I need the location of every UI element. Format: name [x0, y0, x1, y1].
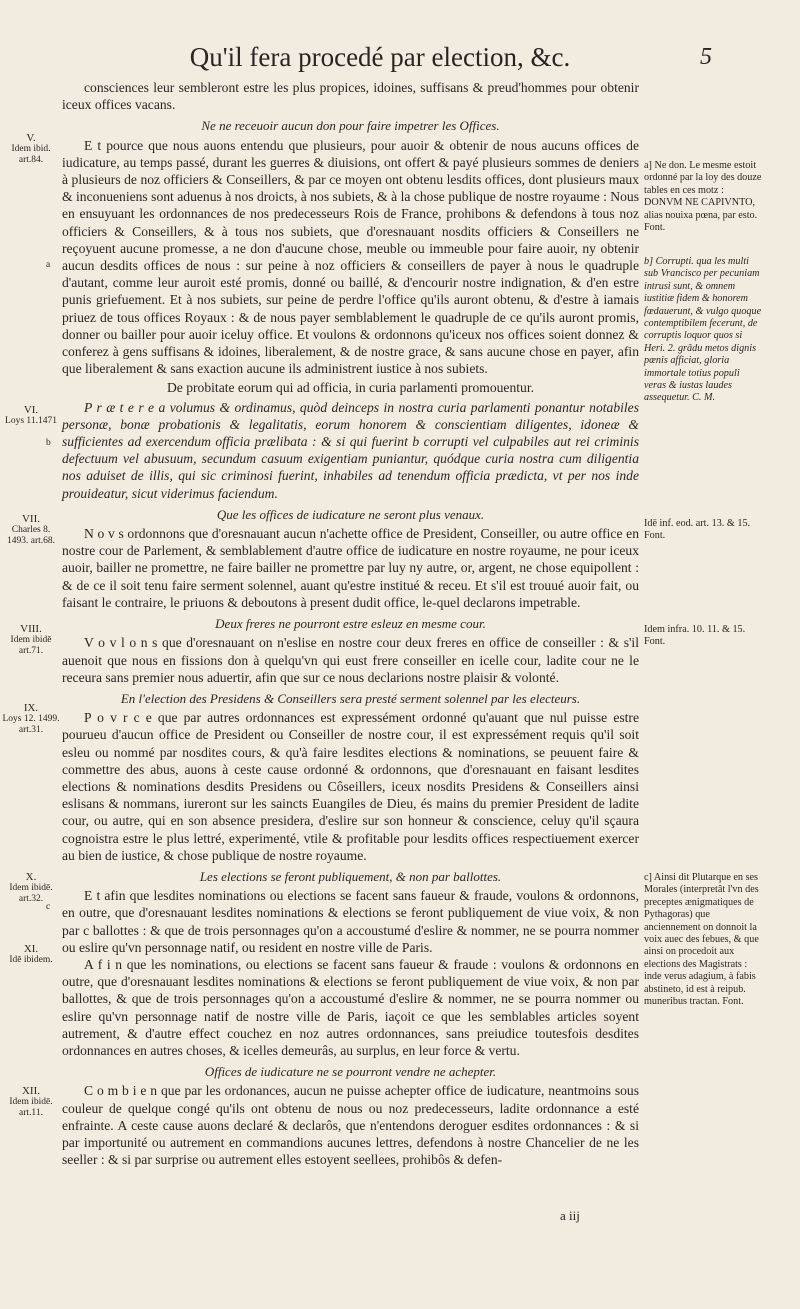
article-number: XII.	[21, 1085, 41, 1097]
article-paragraph: E t pource que nous auons entendu que plusieurs, pour auoir & obtenir de nous aucuns offices de iudicature, au temps passé, durant les guerres & diuisions, ont offert & payé plusieurs sommes de deniers à plusieurs de noz officiers & Conseillers, & par ce moyen ont obtenu lesdits offices, dont plusieurs maux & inconueniens sont aduenus à nos droicts, à nos subiets, & à la chose publique de nostre royaume : Nous en ensuyuant les ordonnances de nos predecesseurs Rois de France, prohibons & defendons à tous noz officiers & Conseillers, & à tous nos subiets, que d'oresnauant nosdits officiers & Conseillers ne reçoyuent aucune promesse, a ne don d'aucune chose, meuble ou immeuble pour faire auoir, ny obtenir aucun desdits offices de nous : sur peine à noz officiers & conseillers de payer à nous le quadruple d'autant, comme leur auroit esté promis, donné ou baillé, & d'encourir nostre indignation, & d'en estre punis griefuement. Et à nos subiets, sur peine de perdre l'office qu'ils auront obtenu, & d'estre à iamais priuez de tous offices Royaux : & de nous payer semblablement le quadruple de ce qu'ils auront promis, donner ou bailler pour auoir iceluy office. Et voulons & ordonnons qu'iceux nos offices soient donnez & conferez à gens suffisans & idoines, liberalement, & de nostre grace, & sans aucune chose en payer, afin que liberalement & sans exaction aucune ils administrent iustice à nos subiets.	[62, 137, 639, 377]
article-reference: Loys 12. 1499. art.31.	[2, 714, 60, 735]
footnote-text: b] Corrupti. qua les multi sub Vrancisco per pecuniam intrusi sunt, & omnem iustitiæ fidem & honorem fœdauerunt, & vulgo quoque contemptibilem fecerunt, de corruptis loquor quos si Heri. 2. grâdu metos dignis pœnis afficiat, gloria immortale totius populi veras & iustas laudes assequetur. C. M.	[644, 256, 762, 404]
footnote-text: a] Ne don. Le mesme estoit ordonné par la loy des douze tables en ces motz : DONVM NE CAPIVNTO, alias nouixa pœna, par esto. Font.	[644, 160, 762, 234]
signature-mark: a iij	[560, 1208, 580, 1223]
margin-note-vi	[2, 405, 60, 427]
main-text-column	[62, 79, 639, 1168]
section-heading: Offices de iudicature ne se pourront vendre ne achepter.	[204, 1064, 497, 1080]
section-heading: Deux freres ne pourront estre esleuz en mesme cour.	[215, 616, 486, 632]
intro-paragraph: consciences leur sembleront estre les plus propices, idoines, suffisans & preud'hommes pour obtenir iceux offices vacans.	[62, 80, 639, 113]
footnote-text: c] Ainsi dit Plutarque en ses Morales (interpretât l'vn des preceptes ænigmatiques de Pythagoras) que anciennement on donnoit la voix auec des febues, & que ainsi on procedoit aux elections des Magistrats : inde verus adagium, à fabis abstineto, id est à reipub. muneribus tractan. Font.	[644, 872, 759, 1008]
margin-footnote-a	[644, 160, 762, 234]
margin-footnote-c	[644, 872, 762, 1008]
latin-heading: De probitate eorum qui ad officia, in curia parlamenti promouentur.	[166, 380, 535, 396]
article-reference: Loys 11.1471	[5, 416, 57, 426]
article-reference: Idem ibidē. art.32.	[9, 883, 53, 904]
margin-footnote-b	[644, 256, 762, 405]
article-reference: Idē ibidem.	[9, 955, 53, 965]
margin-note-v	[2, 133, 60, 166]
crossref-text: Idē inf. eod. art. 13. & 15. Font.	[644, 518, 751, 542]
margin-note-x	[2, 872, 60, 905]
article-number: VI.	[23, 404, 39, 416]
crossref-text: Idem infra. 10. 11. & 15. Font.	[644, 624, 746, 648]
article-number: X.	[25, 871, 37, 883]
article-reference: Idem ibidē art.71.	[10, 635, 52, 656]
article-paragraph: V o v l o n s que d'oresnauant on n'eslise en nostre cour deux freres en office de conseiller : & s'il auenoit que nous en fissions don à quelqu'vn qui eust frere conseiller en icelle cour, ladite cour ne le receura sans premier nous aduertir, afin que sur ce nous declarions nostre plaisir & volonté.	[62, 635, 639, 685]
article-number: VIII.	[20, 623, 42, 635]
margin-note-vii	[2, 514, 60, 547]
margin-crossref	[644, 624, 762, 649]
article-number: IX.	[23, 702, 39, 714]
footnote-letter: a	[46, 260, 51, 270]
article-paragraph: E t afin que lesdites nominations ou elections se facent sans faueur & fraude, voulons & ordonnons, en outre, que d'oresnauant lesdites nominations & elections se feront publiquement de viue voix, & non par c ballottes : & que de trois personnages qu'on a accoustumé d'eslire & nommer, ne se pourra nommer ou eslire qu'vn personnage natif, ou resident en nostre ville de Paris.	[62, 888, 639, 955]
article-paragraph: P o v r c e que par autres ordonnances est expressément ordonné qu'auant que nul puisse estre pourueu d'aucun office de President ou Conseiller de nostre cour, il est expressément requis qu'il soit esleu ou nommé par nosdites cours, & qu'à faire lesdites elections & nominations, se peuuent faire & commettre des abus, auons à ceste cause ordonné & ordonnons, que d'oresnauant en faisant lesdites elections & nominations desdits Presidens ou Côseillers, iceux nosdits Presidens & Conseillers ainsi eslisans & nommans, iureront sur les saincts Euangiles de Dieu, és mains du premier President de ladite cour, ou autre, qui en son absence presidera, d'eslire sur son honneur & conscience, celuy qu'il sçaura cognoistra estre le plus lettré, experimenté, vtile & profitable pour lesdits offices respectiuement exercer au bien de iustice, & chose publique de nostre royaume.	[62, 710, 639, 863]
section-heading: Que les offices de iudicature ne seront plus venaux.	[216, 506, 485, 522]
section-heading: Les elections se feront publiquement, & non par ballottes.	[199, 868, 502, 884]
margin-note-viii	[2, 624, 60, 657]
margin-note-xii	[2, 1086, 60, 1119]
article-paragraph: A f i n que les nominations, ou elections se facent sans faueur & fraude : voulons & ordonnons en outre, que d'oresnauant lesdites nominations & elections se feront publiquement de viue voix, & non par ballottes, & que de trois personnages qu'on a accoustumé d'eslire & nommer, ne se pourra nommer ou eslire qu'vn personnage natif de nostre ville de Paris, iaçoit ce que les semblables articles soyent autrement, & d'autre effect couchez en noz autres ordonnances, sans preiudice toutesfois desdites ordonnances en autres choses, & icelles demeurâs, au surplus, en leur force & vertu.	[62, 956, 639, 1058]
article-reference: Idem ibidē. art.11.	[9, 1097, 53, 1118]
margin-note-a	[2, 260, 60, 271]
margin-note-c	[2, 902, 60, 913]
margin-note-b	[2, 438, 60, 449]
latin-paragraph: P r æ t e r e a volumus & ordinamus, quòd deinceps in nostra curia parlamenti ponantur notabiles personæ, bonæ probationis & legalitatis, eorum honorem & conscientiam diligentes, idoneæ & sufficientes ad exercendum officia prælibata : & si qui fuerint b corrupti vel culpabiles aut rei criminis defectuum vel abusuum, secundum casuum exigentiam puniantur, quódque curia nostra cum diligentia nos aduiset de illis, qui sic criminosi fuerint, inhabiles ad tenendum officia prædicta, vt per nos inde prouideatur, sicut viderimus faciendum.	[62, 399, 639, 501]
article-number: XI.	[23, 943, 39, 955]
article-number: VII.	[21, 513, 41, 525]
article-reference: Charles 8. 1493. art.68.	[6, 525, 56, 546]
section-heading: Ne ne receuoir aucun don pour faire impetrer les Offices.	[201, 118, 500, 134]
article-reference: Idem ibid. art.84.	[11, 144, 51, 165]
margin-crossref	[644, 518, 762, 543]
article-paragraph: C o m b i e n que par les ordonances, aucun ne puisse achepter office de iudicature, neantmoins sous couleur de quelque congé qu'ils ont obtenu de nous ou noz predecesseurs, ladite ordonnance a esté enfrainte. A ceste cause auons declaré & declarôs, que n'entendons deroguer esdites ordonnances : & si par importunité ou autrement en commandions aucunes lettres, defendons à nostre Chancelier de ne les seeller : & si par surprise ou autrement elles estoyent seellees, prohibôs & defen-	[62, 1083, 639, 1168]
section-heading: En l'election des Presidens & Conseillers sera presté serment solennel par les electeurs.	[120, 690, 581, 706]
page-title: Qu'il fera procedé par election, &c.	[189, 42, 571, 72]
article-paragraph: N o v s ordonnons que d'oresnauant aucun n'achette office de President, Conseiller, ou autre office en nostre cour de Parlement, & semblablement d'autre office de iudicature en nostre royaume, ne pour iceux auoir, bailler ne promettre, ne faire bailler ne promettre par luy ny autre, or, argent, ne chose equipollent : & de ce il soit tenu faire serment solennel, auant qu'estre institué & receu. Et s'il est trouué auoir fait, ou faisant le contraire, le priuons & deboutons à present dudit office, le-quel declarons impetrable.	[62, 526, 639, 610]
page-folio-number: 5	[700, 44, 712, 70]
margin-note-xi	[2, 944, 60, 966]
article-number: V.	[26, 132, 36, 144]
footnote-letter: b	[46, 438, 51, 448]
margin-note-ix	[2, 703, 60, 736]
paper-stain	[580, 1010, 610, 1040]
footnote-letter: c	[46, 902, 51, 912]
